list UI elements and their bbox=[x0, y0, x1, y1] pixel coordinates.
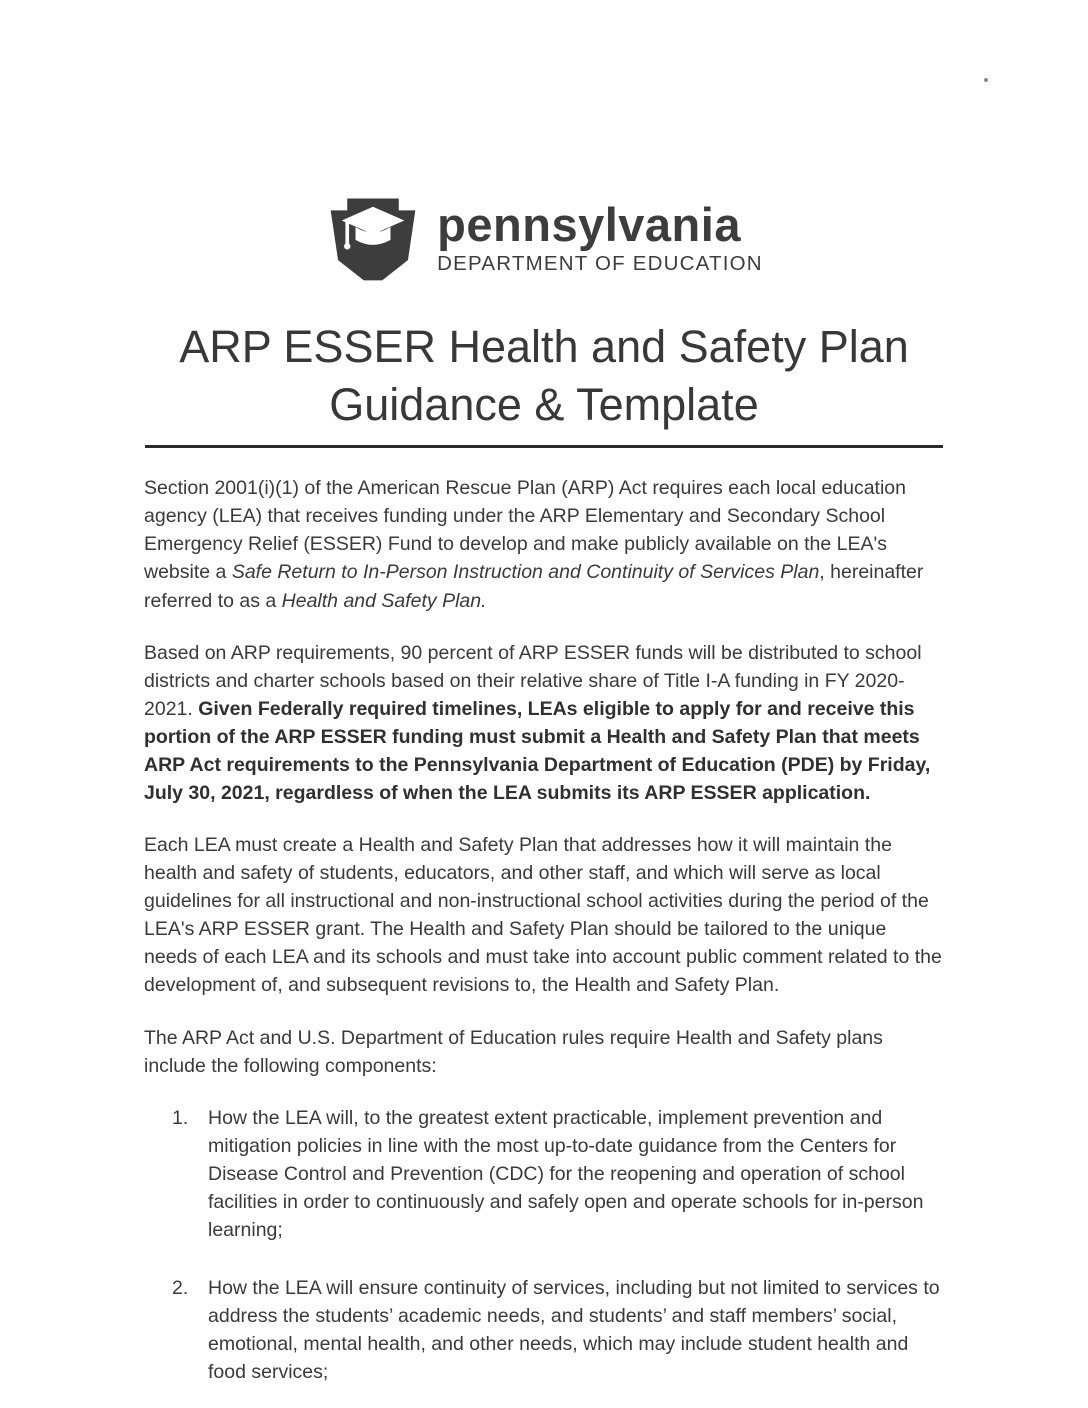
paragraph-intro-italic-plan-name: Safe Return to In-Person Instruction and Continuity of Services Plan bbox=[231, 561, 820, 584]
paragraph-intro-italic-short-name: Health and Safety Plan. bbox=[281, 589, 487, 612]
paragraph-components-lead-in: The ARP Act and U.S. Department of Education rules require Health and Safety plans include the following components: bbox=[144, 1026, 883, 1077]
paragraph-requirements bbox=[144, 639, 944, 807]
list-item-number: 2. bbox=[172, 1277, 189, 1300]
keystone-graduation-cap-icon bbox=[325, 192, 421, 284]
components-list bbox=[144, 1104, 944, 1387]
paragraph-requirements-deadline-bold: Given Federally required timelines, LEAs eligible to apply for and receive this portion of the ARP ESSER funding must submit a Health and Safety Plan that meets ARP Act requirements to the Pennsylvania Department of Education (PDE) by Friday, July 30, 2021, regardless of when the LEA submits its ARP ESSER application. bbox=[144, 697, 931, 804]
list-item-text: How the LEA will ensure continuity of services, including but not limited to services to address the students’ academic needs, and students’ and staff members’ social, emotional, mental health, and other needs, which may include student health and food services; bbox=[208, 1277, 940, 1384]
paragraph-requirements-text: Based on ARP requirements, 90 percent of ARP ESSER funds will be distributed to school districts and charter schools based on their relative share of Title I-A funding in FY 2020-2021. bbox=[144, 641, 922, 720]
pde-logo bbox=[0, 0, 1088, 284]
logo-brand: pennsylvania bbox=[437, 197, 741, 251]
list-item-text: How the LEA will, to the greatest extent practicable, implement prevention and mitigation policies in line with the most up-to-date guidance from the Centers for Disease Control and Prevention (CDC) for the reopening and operation of school facilities in order to continuously and safely open and operate schools for in-person learning; bbox=[208, 1106, 924, 1241]
logo-department: DEPARTMENT OF EDUCATION bbox=[437, 251, 763, 275]
paragraph-intro-text: Section 2001(i)(1) of the American Rescue Plan (ARP) Act requires each local education agency (LEA) that receives funding under the ARP Elementary and Secondary School Emergency Relief (ESSER) Fund to develop and make publicly available on the LEA's website a bbox=[144, 477, 906, 584]
paragraph-intro-text-2: , hereinafter referred to as a bbox=[144, 561, 924, 612]
page-title-line2: Guidance & Template bbox=[329, 378, 759, 430]
logo-text bbox=[437, 197, 763, 276]
paragraph-plan-creation: Each LEA must create a Health and Safety Plan that addresses how it will maintain the health and safety of students, educators, and other staff, and which will serve as local guidelines for all instructional and non-instructional school activities during the period of the LEA's ARP ESSER grant. The Health and Safety Plan should be tailored to the unique needs of each LEA and its schools and must take into account public comment related to the development of, and subsequent revisions to, the Health and Safety Plan. bbox=[144, 834, 942, 997]
page-title-line1: ARP ESSER Health and Safety Plan bbox=[179, 321, 909, 372]
list-item bbox=[172, 1274, 944, 1386]
list-item bbox=[172, 1104, 944, 1244]
document-body bbox=[144, 448, 944, 1386]
paragraph-intro bbox=[144, 474, 944, 614]
scan-artifact-dot bbox=[984, 78, 988, 82]
list-item-number: 1. bbox=[172, 1106, 189, 1129]
page-title bbox=[0, 318, 1088, 433]
